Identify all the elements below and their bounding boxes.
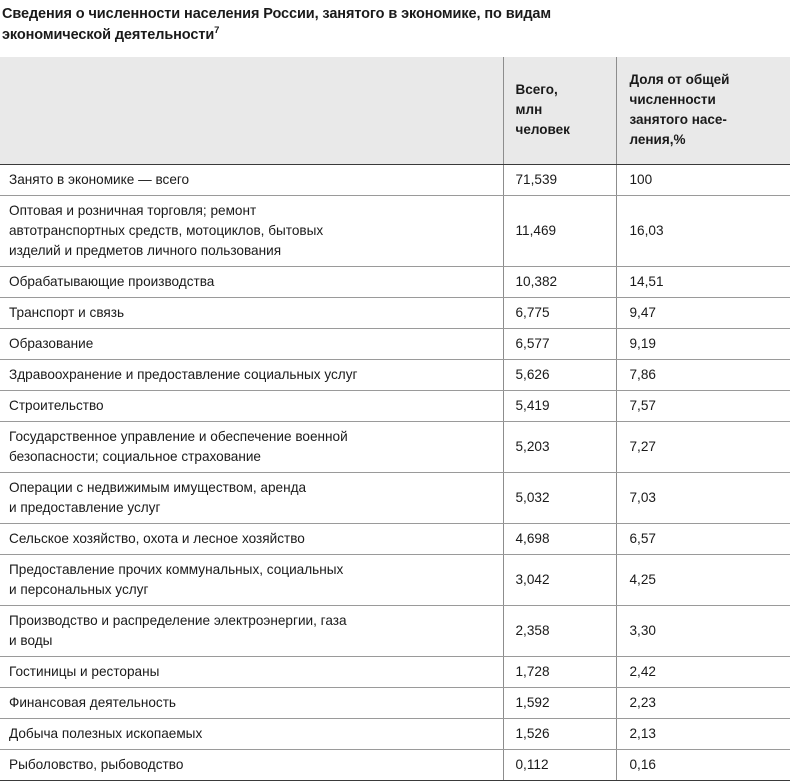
table-row xyxy=(0,359,790,390)
cell-total-millions: 1,592 xyxy=(503,687,616,718)
cell-activity-name-line: и персональных услуг xyxy=(9,581,149,597)
cell-activity-name xyxy=(0,605,503,656)
table-row xyxy=(0,554,790,605)
column-header-share-line-3: занятого насе- xyxy=(629,112,727,128)
cell-share-percent: 3,30 xyxy=(616,605,790,656)
cell-share-percent: 9,19 xyxy=(616,328,790,359)
cell-activity-name xyxy=(0,656,503,687)
cell-share-percent: 2,42 xyxy=(616,656,790,687)
table-body xyxy=(0,164,790,780)
cell-total-millions: 1,728 xyxy=(503,656,616,687)
cell-activity-name-line: Сельское хозяйство, охота и лесное хозяйство xyxy=(9,530,305,546)
table-row xyxy=(0,297,790,328)
cell-total-millions: 11,469 xyxy=(503,195,616,266)
cell-activity-name-line: Государственное управление и обеспечение военной xyxy=(9,428,348,444)
cell-activity-name-line: изделий и предметов личного пользования xyxy=(9,242,282,258)
cell-share-percent: 7,57 xyxy=(616,390,790,421)
cell-total-millions: 4,698 xyxy=(503,523,616,554)
cell-share-percent: 7,03 xyxy=(616,472,790,523)
cell-activity-name xyxy=(0,266,503,297)
cell-activity-name-line: Гостиницы и рестораны xyxy=(9,663,160,679)
cell-activity-name xyxy=(0,687,503,718)
table-header xyxy=(0,57,790,164)
cell-total-millions: 6,577 xyxy=(503,328,616,359)
column-header-share-line-1: Доля от общей xyxy=(629,72,730,88)
cell-activity-name xyxy=(0,718,503,749)
page-title-footnote-marker: 7 xyxy=(214,25,220,37)
cell-activity-name xyxy=(0,328,503,359)
column-header-share-line-2: численности xyxy=(629,92,716,108)
cell-activity-name-line: Оптовая и розничная торговля; ремонт xyxy=(9,202,257,218)
cell-share-percent: 16,03 xyxy=(616,195,790,266)
table-header-row xyxy=(0,57,790,164)
table-row xyxy=(0,328,790,359)
cell-share-percent: 2,13 xyxy=(616,718,790,749)
column-header-share xyxy=(616,57,790,164)
cell-activity-name-line: Производство и распределение электроэнергии, газа xyxy=(9,612,347,628)
cell-share-percent: 4,25 xyxy=(616,554,790,605)
cell-activity-name xyxy=(0,749,503,780)
cell-share-percent: 9,47 xyxy=(616,297,790,328)
table-row xyxy=(0,523,790,554)
cell-activity-name-line: Предоставление прочих коммунальных, социальных xyxy=(9,561,344,577)
cell-total-millions: 10,382 xyxy=(503,266,616,297)
cell-total-millions: 5,419 xyxy=(503,390,616,421)
page-title-line-2: экономической деятельности xyxy=(2,27,215,43)
cell-activity-name-line: Финансовая деятельность xyxy=(9,694,177,710)
table-row xyxy=(0,421,790,472)
cell-share-percent: 7,86 xyxy=(616,359,790,390)
cell-activity-name xyxy=(0,421,503,472)
cell-activity-name xyxy=(0,195,503,266)
table-row xyxy=(0,687,790,718)
cell-share-percent: 2,23 xyxy=(616,687,790,718)
cell-activity-name xyxy=(0,297,503,328)
column-header-total-line-3: человек xyxy=(515,122,570,138)
table-row xyxy=(0,390,790,421)
table-row xyxy=(0,195,790,266)
table-row xyxy=(0,605,790,656)
cell-activity-name-line: Строительство xyxy=(9,397,104,413)
cell-activity-name-line: и предоставление услуг xyxy=(9,499,161,515)
cell-activity-name xyxy=(0,554,503,605)
cell-activity-name xyxy=(0,390,503,421)
column-header-total-line-2: млн xyxy=(515,102,543,118)
cell-total-millions: 6,775 xyxy=(503,297,616,328)
cell-activity-name-line: автотранспортных средств, мотоциклов, бытовых xyxy=(9,222,324,238)
cell-total-millions: 2,358 xyxy=(503,605,616,656)
cell-total-millions: 5,626 xyxy=(503,359,616,390)
cell-activity-name xyxy=(0,164,503,195)
column-header-total-line-1: Всего, xyxy=(515,82,558,98)
cell-activity-name-line: Обрабатывающие производства xyxy=(9,273,215,289)
cell-total-millions: 3,042 xyxy=(503,554,616,605)
cell-share-percent: 14,51 xyxy=(616,266,790,297)
cell-total-millions: 0,112 xyxy=(503,749,616,780)
column-header-activity xyxy=(0,57,503,164)
cell-total-millions: 5,032 xyxy=(503,472,616,523)
cell-activity-name-line: Операции с недвижимым имуществом, аренда xyxy=(9,479,307,495)
cell-activity-name xyxy=(0,523,503,554)
table-row xyxy=(0,164,790,195)
cell-activity-name-line: Рыболовство, рыбоводство xyxy=(9,756,184,772)
cell-share-percent: 0,16 xyxy=(616,749,790,780)
column-header-share-line-4: ления,% xyxy=(629,132,686,148)
cell-total-millions: 5,203 xyxy=(503,421,616,472)
table-row xyxy=(0,266,790,297)
page-title xyxy=(0,0,772,46)
employment-statistics-table xyxy=(0,57,790,781)
cell-share-percent: 6,57 xyxy=(616,523,790,554)
column-header-total xyxy=(503,57,616,164)
cell-activity-name xyxy=(0,359,503,390)
cell-total-millions: 71,539 xyxy=(503,164,616,195)
table-row xyxy=(0,749,790,780)
table-row xyxy=(0,718,790,749)
table-row xyxy=(0,472,790,523)
cell-activity-name-line: Занято в экономике — всего xyxy=(9,171,190,187)
cell-activity-name-line: и воды xyxy=(9,632,53,648)
cell-activity-name-line: Добыча полезных ископаемых xyxy=(9,725,203,741)
cell-activity-name-line: безопасности; социальное страхование xyxy=(9,448,261,464)
cell-activity-name-line: Здравоохранение и предоставление социальных услуг xyxy=(9,366,358,382)
cell-total-millions: 1,526 xyxy=(503,718,616,749)
cell-activity-name xyxy=(0,472,503,523)
cell-activity-name-line: Транспорт и связь xyxy=(9,304,125,320)
cell-share-percent: 7,27 xyxy=(616,421,790,472)
table-row xyxy=(0,656,790,687)
cell-activity-name-line: Образование xyxy=(9,335,94,351)
cell-share-percent: 100 xyxy=(616,164,790,195)
page-title-line-1: Сведения о численности населения России, занятого в экономике, по видам xyxy=(2,6,552,22)
